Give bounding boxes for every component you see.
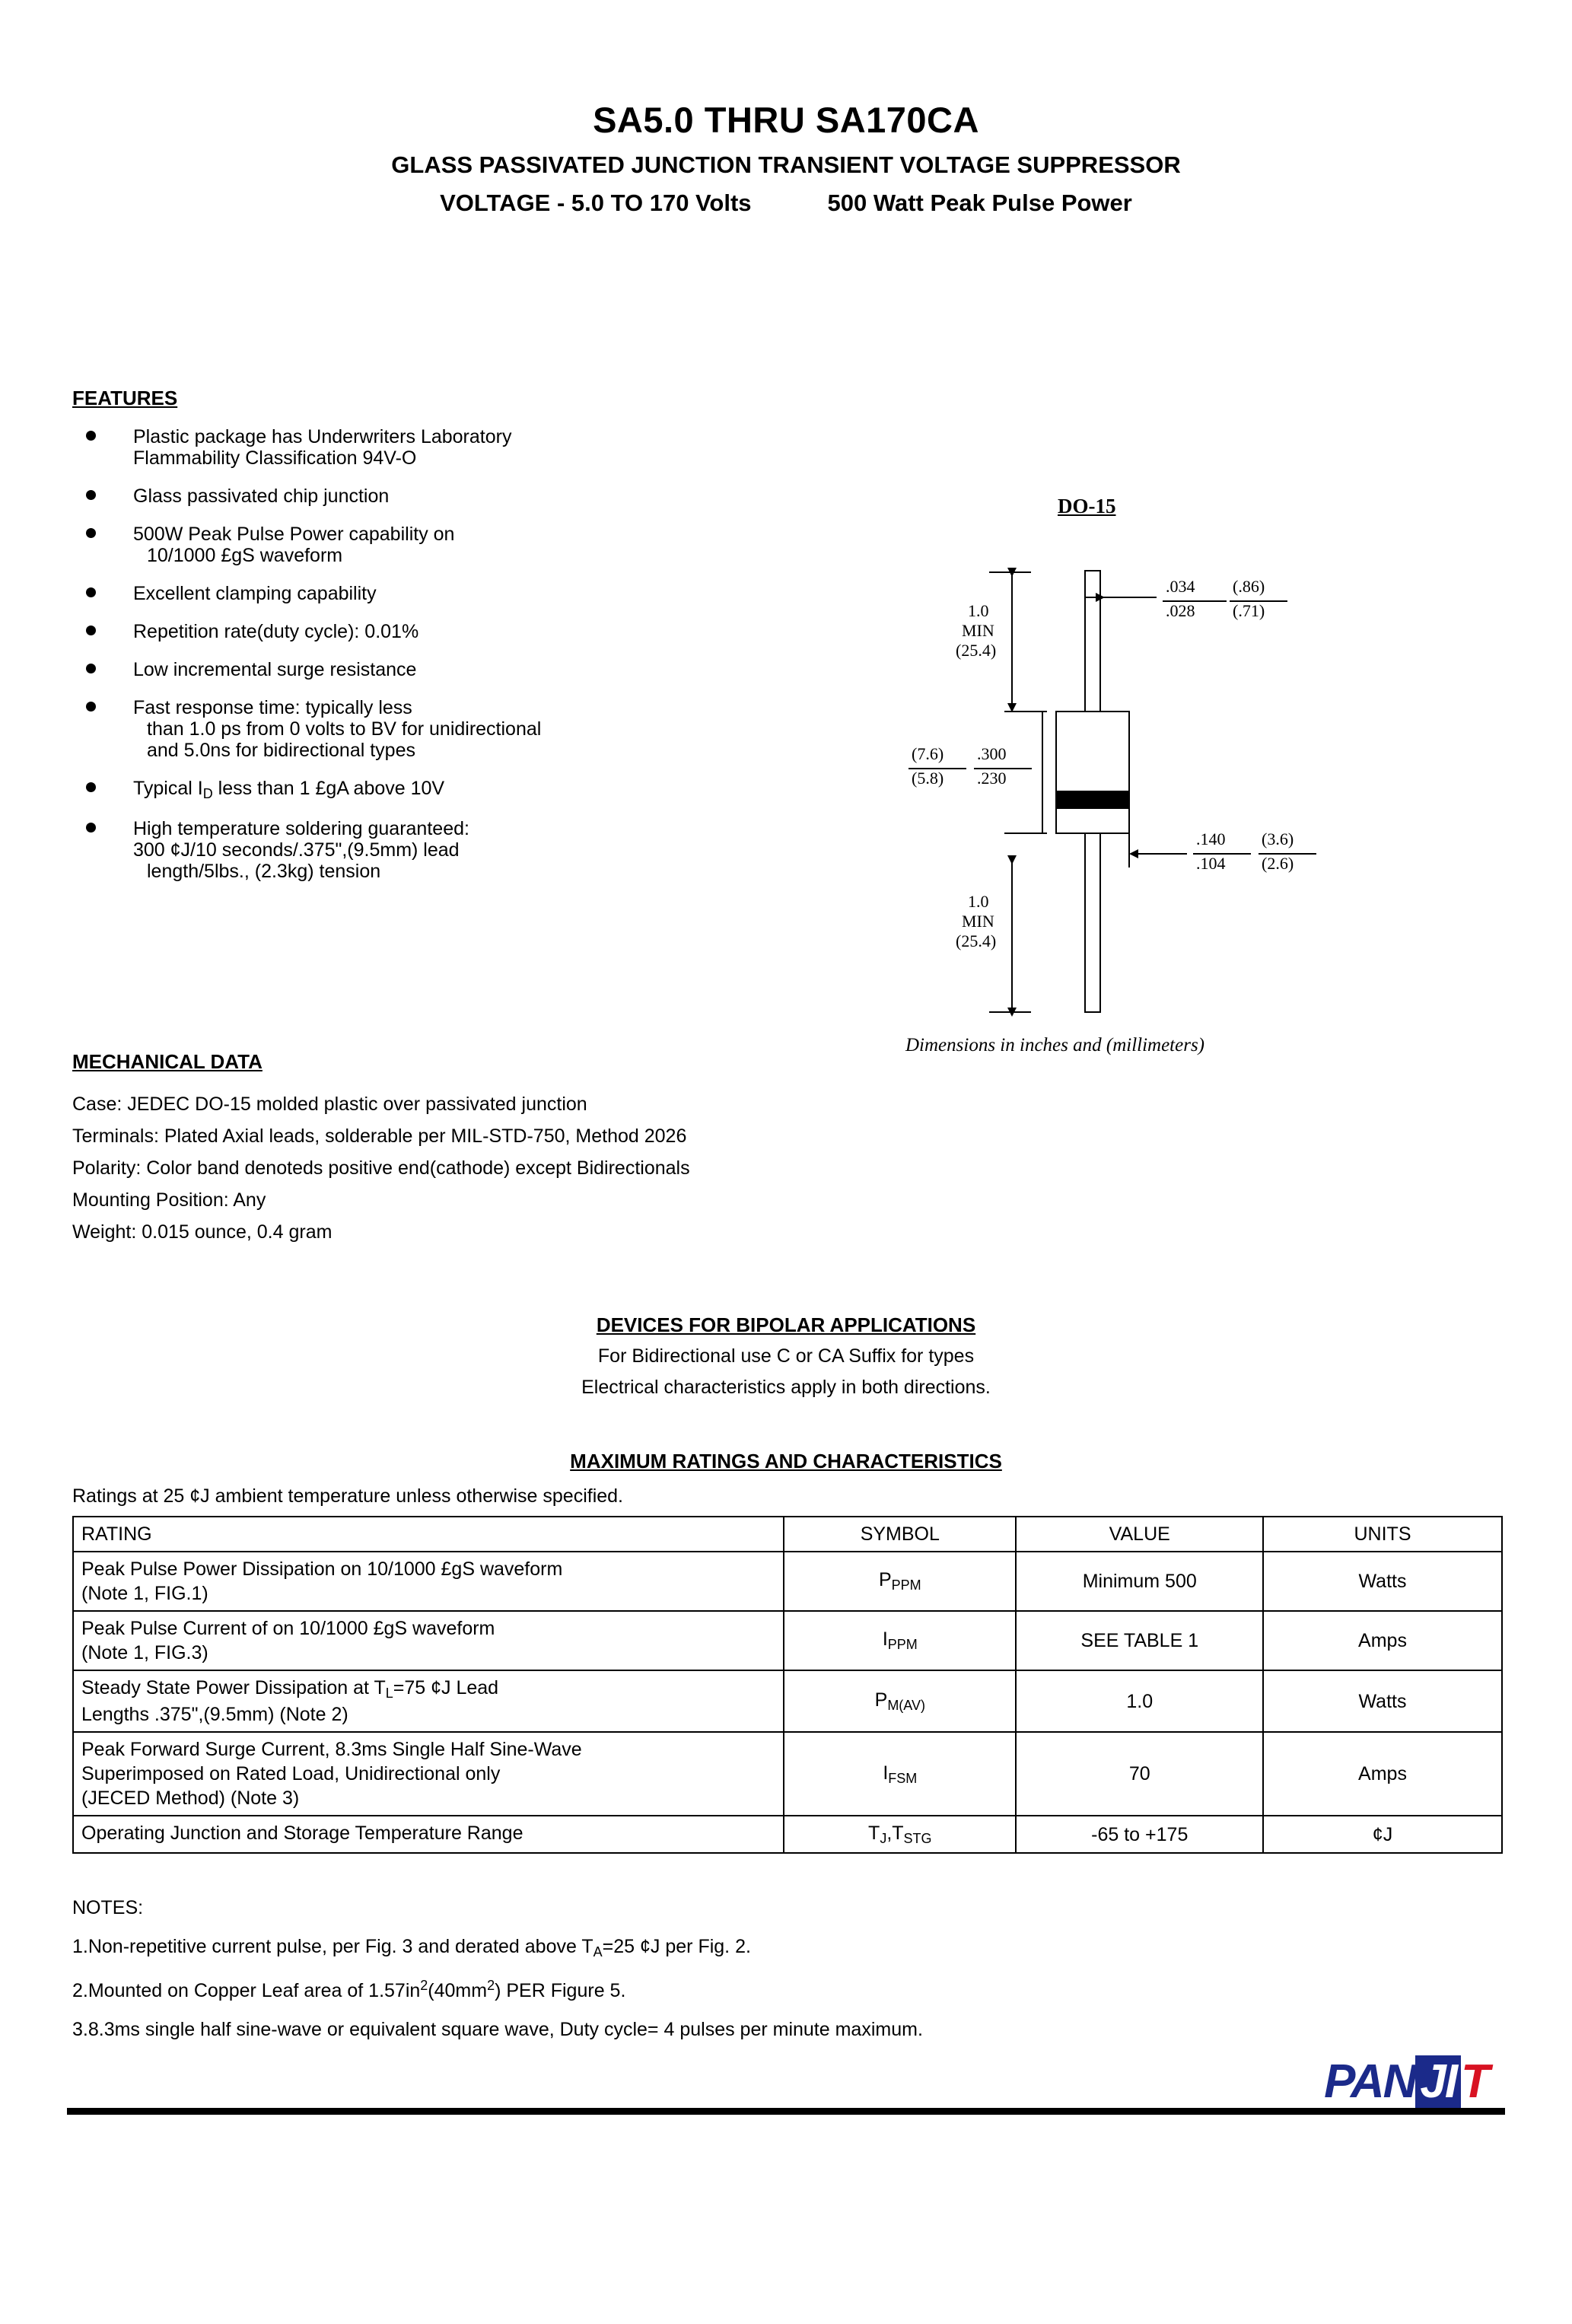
cell-symbol: $I_{FSM}$ xyxy=(784,1732,1016,1816)
cell-value: 1.0 xyxy=(1016,1670,1263,1732)
dim-lead-bottom-value: 1.0 xyxy=(968,892,989,911)
cell-units: Amps xyxy=(1263,1732,1502,1816)
bullet-icon xyxy=(86,782,96,792)
mechanical-line: Mounting Position: Any xyxy=(72,1189,266,1211)
feature-text: length/5lbs., (2.3kg) tension xyxy=(147,861,381,883)
dim-lead-top-value: 1.0 xyxy=(968,601,989,620)
bipolar-section xyxy=(0,1309,1572,1402)
cell-symbol: $P_{PPM}$ xyxy=(784,1552,1016,1611)
cell-rating xyxy=(73,1670,784,1732)
note-2: 2.Mounted on Copper Leaf area of $1.57in^2(40mm^2)$ PER Figure 5. xyxy=(72,1978,626,2002)
feature-text: than 1.0 ps from 0 volts to BV for unidirectional xyxy=(147,718,542,740)
mechanical-data-heading: MECHANICAL DATA xyxy=(72,1050,263,1073)
table-row xyxy=(73,1816,1502,1853)
logo-text-ji: JI xyxy=(1415,2055,1461,2108)
list-item xyxy=(72,583,742,604)
rating-line: Peak Forward Surge Current, 8.3ms Single Half Sine-Wave xyxy=(81,1739,582,1761)
cell-rating: Operating Junction and Storage Temperature Range xyxy=(73,1816,784,1853)
table-row xyxy=(73,1670,1502,1732)
bullet-icon xyxy=(86,823,96,833)
feature-text: and 5.0ns for bidirectional types xyxy=(147,740,415,761)
list-item xyxy=(72,778,742,801)
rating-line: Peak Pulse Current of on 10/1000 £gS waveform xyxy=(81,1618,495,1639)
table-row xyxy=(73,1732,1502,1816)
cell-symbol: $P_{M(AV)}$ xyxy=(784,1670,1016,1732)
dim-lead-bottom-min: MIN xyxy=(962,912,994,931)
mechanical-data-list xyxy=(72,1088,690,1248)
feature-text: Repetition rate(duty cycle): 0.01% xyxy=(133,621,419,642)
cell-symbol: $I_{PPM}$ xyxy=(784,1611,1016,1670)
list-item xyxy=(72,485,742,507)
dim-body-mm-bot: (5.8) xyxy=(912,769,944,788)
table-header-row xyxy=(73,1517,1502,1552)
cell-rating xyxy=(73,1611,784,1670)
datasheet-page xyxy=(0,99,1572,2324)
cell-units: Amps xyxy=(1263,1611,1502,1670)
dim-dia-mm-bot: (2.6) xyxy=(1262,854,1294,873)
ratings-subtitle: Ratings at 25 ¢J ambient temperature unless otherwise specified. xyxy=(72,1485,623,1507)
cell-value: -65 to +175 xyxy=(1016,1816,1263,1853)
note-3: 3.8.3ms single half sine-wave or equivalent square wave, Duty cycle= 4 pulses per minute maximum. xyxy=(72,2019,923,2041)
table-row xyxy=(73,1552,1502,1611)
list-item xyxy=(72,818,742,882)
bullet-icon xyxy=(86,490,96,500)
package-outline-drawing xyxy=(898,556,1522,1035)
list-item xyxy=(72,524,742,566)
bullet-icon xyxy=(86,528,96,538)
dim-lead-top-mm: (25.4) xyxy=(956,641,997,660)
document-header xyxy=(0,99,1572,217)
dim-body-in-top: .300 xyxy=(977,744,1007,763)
ratings-table xyxy=(72,1516,1503,1854)
feature-text: Typical $I_D$ less than 1 £gA above 10V xyxy=(133,778,445,802)
dim-wire-in-bot: .028 xyxy=(1166,601,1195,620)
bipolar-line-1: For Bidirectional use C or CA Suffix for types xyxy=(597,1345,975,1367)
cell-value: SEE TABLE 1 xyxy=(1016,1611,1263,1670)
feature-text: Glass passivated chip junction xyxy=(133,485,390,507)
cell-value: Minimum 500 xyxy=(1016,1552,1263,1611)
document-subtitle-voltage xyxy=(0,189,1572,217)
package-type-label: DO-15 xyxy=(1058,495,1116,517)
column-header-value: VALUE xyxy=(1016,1517,1263,1552)
mechanical-line: Polarity: Color band denoteds positive end(cathode) except Bidirectionals xyxy=(72,1157,690,1179)
rating-line: (Note 1, FIG.3) xyxy=(81,1642,208,1663)
mechanical-line: Terminals: Plated Axial leads, solderable per MIL-STD-750, Method 2026 xyxy=(72,1125,687,1147)
rating-line: Superimposed on Rated Load, Unidirectional only xyxy=(81,1763,501,1785)
mechanical-line: Case: JEDEC DO-15 molded plastic over passivated junction xyxy=(72,1094,587,1115)
ratings-heading: MAXIMUM RATINGS AND CHARACTERISTICS xyxy=(570,1450,1002,1472)
page-title: SA5.0 THRU SA170CA xyxy=(593,100,979,140)
cell-symbol: $T_J,T_{STG}$ xyxy=(784,1816,1016,1853)
company-logo xyxy=(1324,2055,1488,2109)
bipolar-heading: DEVICES FOR BIPOLAR APPLICATIONS xyxy=(596,1313,976,1336)
rating-line: (JECED Method) (Note 3) xyxy=(81,1788,300,1810)
logo-text-pan: PAN xyxy=(1324,2055,1416,2108)
dim-wire-mm-bot: (.71) xyxy=(1233,601,1265,620)
cell-value: 70 xyxy=(1016,1732,1263,1816)
notes-heading: NOTES: xyxy=(72,1897,144,1918)
logo-text-t: T xyxy=(1461,2055,1488,2108)
note-1: 1.Non-repetitive current pulse, per Fig. 3 and derated above $T_A=25$ ¢J per Fig. 2. xyxy=(72,1936,751,1960)
document-subtitle: GLASS PASSIVATED JUNCTION TRANSIENT VOLTAGE SUPPRESSOR xyxy=(391,151,1181,178)
dim-dia-in-bot: .104 xyxy=(1196,854,1226,873)
feature-text: High temperature soldering guaranteed: xyxy=(133,818,469,840)
features-list xyxy=(72,426,742,899)
list-item xyxy=(72,621,742,642)
bipolar-line-2: Electrical characteristics apply in both directions. xyxy=(581,1376,991,1398)
dim-wire-in-top: .034 xyxy=(1166,577,1195,596)
rating-line: Peak Pulse Power Dissipation on 10/1000 £gS waveform xyxy=(81,1558,563,1580)
dim-body-mm-top: (7.6) xyxy=(912,744,944,763)
bullet-icon xyxy=(86,626,96,635)
dim-lead-top-min: MIN xyxy=(962,621,994,640)
feature-text: Excellent clamping capability xyxy=(133,583,377,604)
bullet-icon xyxy=(86,431,96,441)
voltage-range-label: VOLTAGE - 5.0 TO 170 Volts xyxy=(440,189,752,216)
list-item xyxy=(72,659,742,680)
bullet-icon xyxy=(86,587,96,597)
cell-rating xyxy=(73,1732,784,1816)
column-header-rating: RATING xyxy=(73,1517,784,1552)
cell-rating xyxy=(73,1552,784,1611)
feature-text: Fast response time: typically less xyxy=(133,697,412,718)
column-header-symbol: SYMBOL xyxy=(784,1517,1016,1552)
cell-units: Watts xyxy=(1263,1670,1502,1732)
dim-dia-mm-top: (3.6) xyxy=(1262,829,1294,848)
feature-text: 10/1000 £gS waveform xyxy=(147,545,343,566)
bullet-icon xyxy=(86,702,96,712)
notes-section xyxy=(72,1899,1503,2059)
rating-line: Steady State Power Dissipation at $T_L=75$ ¢J Lead xyxy=(81,1677,499,1702)
power-rating-label: 500 Watt Peak Pulse Power xyxy=(827,189,1132,216)
footer-divider xyxy=(67,2108,1505,2115)
feature-text: Plastic package has Underwriters Laboratory xyxy=(133,426,512,447)
dim-dia-in-top: .140 xyxy=(1196,829,1226,848)
cell-units: Watts xyxy=(1263,1552,1502,1611)
list-item xyxy=(72,697,742,761)
rating-line: (Note 1, FIG.1) xyxy=(81,1583,208,1604)
feature-text: 300 ¢J/10 seconds/.375",(9.5mm) lead xyxy=(133,839,460,861)
feature-text: Flammability Classification 94V-O xyxy=(133,447,417,469)
mechanical-line: Weight: 0.015 ounce, 0.4 gram xyxy=(72,1221,333,1243)
cell-units: ¢J xyxy=(1263,1816,1502,1853)
column-header-units: UNITS xyxy=(1263,1517,1502,1552)
list-item xyxy=(72,426,742,469)
dim-body-in-bot: .230 xyxy=(977,769,1007,788)
rating-line: Lengths .375",(9.5mm) (Note 2) xyxy=(81,1704,348,1726)
table-row xyxy=(73,1611,1502,1670)
feature-text: 500W Peak Pulse Power capability on xyxy=(133,524,455,545)
dim-lead-bottom-mm: (25.4) xyxy=(956,931,997,950)
features-heading: FEATURES xyxy=(72,387,178,409)
feature-text: Low incremental surge resistance xyxy=(133,659,417,680)
bullet-icon xyxy=(86,664,96,673)
drawing-caption: Dimensions in inches and (millimeters) xyxy=(905,1035,1205,1055)
dim-wire-mm-top: (.86) xyxy=(1233,577,1265,596)
